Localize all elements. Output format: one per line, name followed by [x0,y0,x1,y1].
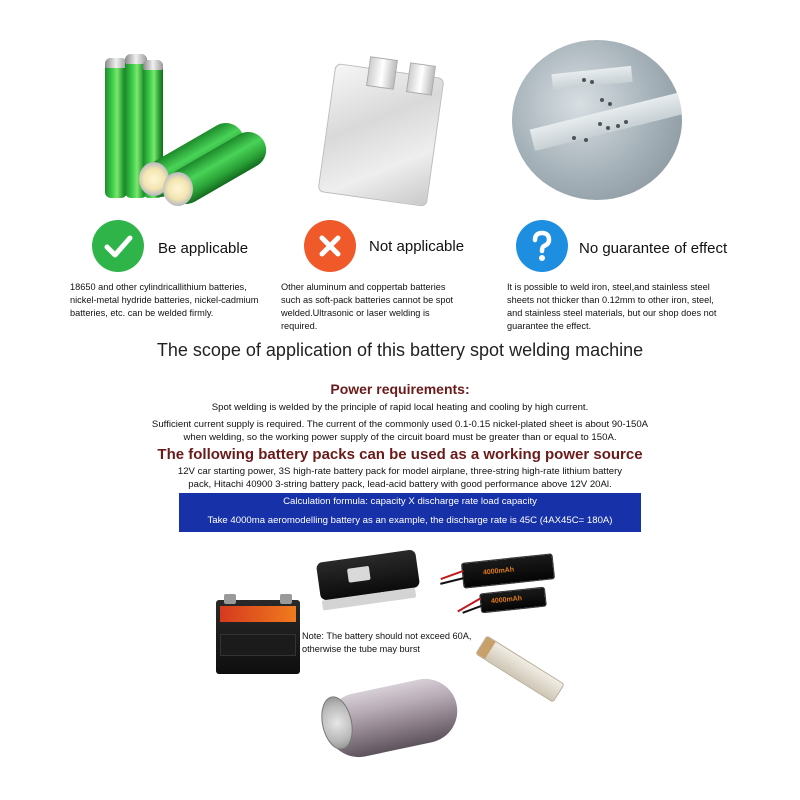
status-label-no-guarantee: No guarantee of effect [579,240,728,257]
desc-line: nickel-metal hydride batteries, nickel-cadmium [70,295,259,305]
cylindrical-cells-photo [95,50,255,200]
status-label-not-applicable: Not applicable [369,238,465,255]
lipo-battery-photo: 4000mAh [461,553,555,588]
note-line: Note: The battery should not exceed 60A, [302,631,472,641]
checkmark-icon [92,220,144,272]
battery-packs-title: The following battery packs can be used as a working power source [157,446,643,463]
car-battery-photo [216,600,300,674]
desc-line: welded.Ultrasonic or laser welding is [281,308,430,318]
question-icon [516,220,568,272]
lipo-battery-photo: 4000mAh [479,587,547,614]
desc-line: 18650 and other cylindricallithium batteries, [70,282,247,292]
status-desc-applicable [70,281,280,320]
page-title: The scope of application of this battery spot welding machine [156,340,644,360]
cross-icon [304,220,356,272]
note-text [302,630,502,656]
status-desc-no-guarantee [507,281,747,333]
status-desc-not-applicable [281,281,491,333]
desc-line: such as soft-pack batteries cannot be spot [281,295,454,305]
note-line: otherwise the tube may burst [302,644,420,654]
desc-line: and stainless steel materials, but our shop does not [507,308,717,318]
desc-line: Other aluminum and coppertab batteries [281,282,446,292]
power-line: Sufficient current supply is required. The current of the commonly used 0.1-0.15 nickel-plated sheet is about 90-150A [151,419,649,430]
desc-line: guarantee the effect. [507,321,592,331]
cell-end [163,172,193,206]
pouch-cell-photo [298,40,468,210]
power-line: Spot welding is welded by the principle of rapid local heating and cooling by high current. [211,402,589,413]
desc-line: It is possible to weld iron, steel,and stainless steel [507,282,710,292]
green-cell [105,58,127,198]
packs-line: pack, Hitachi 40900 3-string battery pack, lead-acid battery with good performance above 12V 20Al. [188,479,612,490]
desc-line: required. [281,321,318,331]
formula-example-line: Take 4000ma aeromodelling battery as an example, the discharge rate is 45C (4AX45C= 180A) [207,515,613,526]
desc-line: sheets not thicker than 0.12mm to other iron, steel, [507,295,714,305]
formula-box [179,493,641,532]
welded-sheet-photo [512,40,682,200]
desc-line: batteries, etc. can be welded firmly. [70,308,214,318]
power-requirements-title: Power requirements: [330,381,470,397]
power-line: when welding, so the working power supply of the circuit board must be greater than or equal to 150A. [183,432,617,443]
packs-line: 12V car starting power, 3S high-rate battery pack for model airplane, three-string high-rate lithium battery [177,466,623,477]
nickel-strip-photo [475,635,565,702]
status-label-applicable: Be applicable [158,240,249,257]
formula-line: Calculation formula: capacity X discharge rate load capacity [283,496,537,507]
